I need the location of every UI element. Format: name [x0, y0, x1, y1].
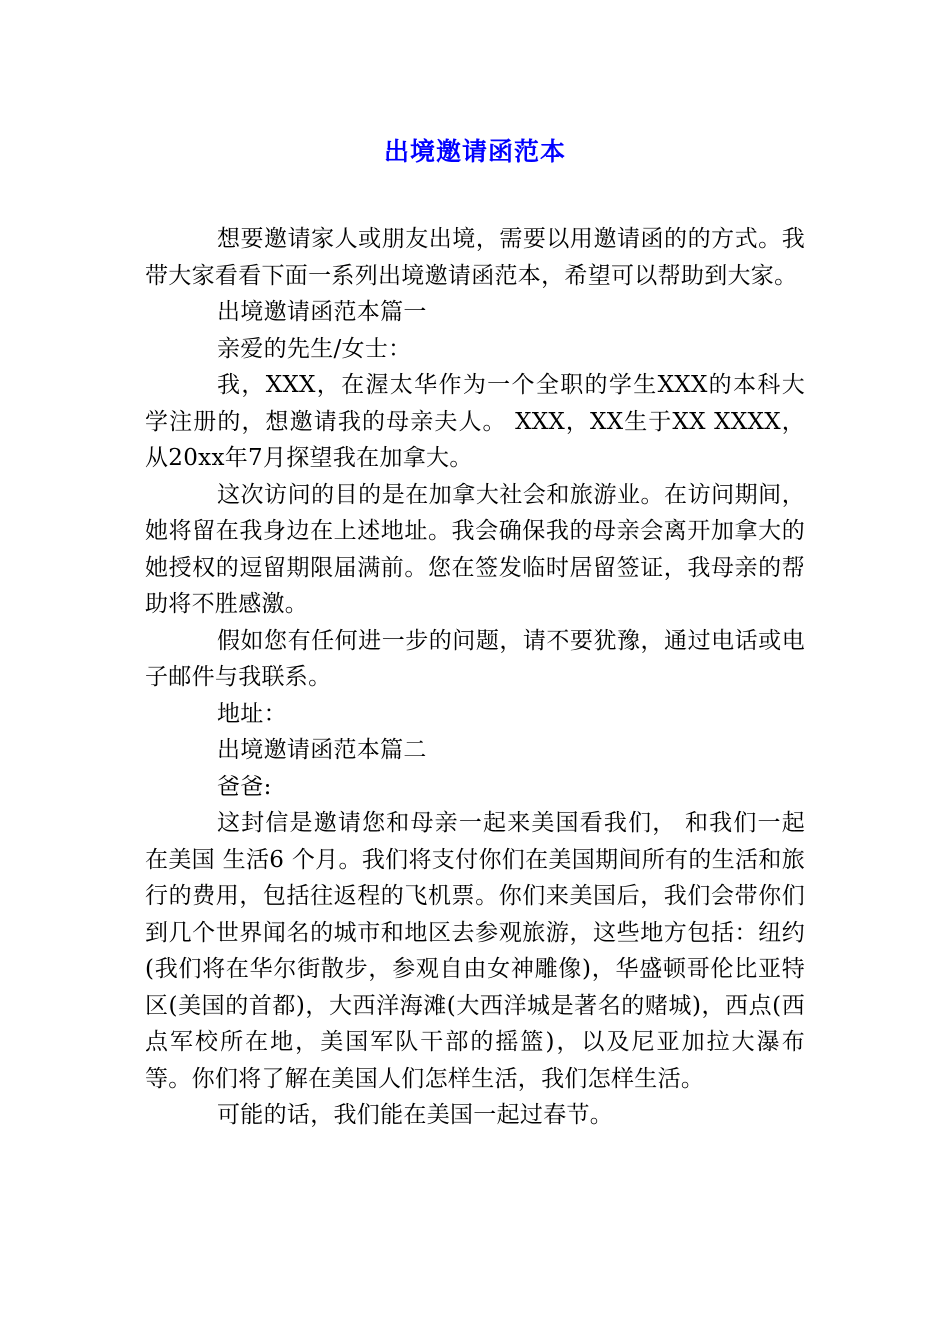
- section-heading-2: 出境邀请函范本篇二: [217, 737, 427, 763]
- address-label: 地址：: [217, 700, 287, 727]
- intro-paragraph: 想要邀请家人或朋友出境，需要以用邀请函的的方式。我带大家看看下面一系列出境邀请函范本，希望可以帮助到大家。: [145, 226, 805, 289]
- salutation-2: 爸爸:: [217, 773, 272, 800]
- body-paragraph: 假如您有任何进一步的问题，请不要犹豫，通过电话或电子邮件与我联系。: [145, 627, 805, 690]
- body-paragraph: 可能的话，我们能在美国一起过春节。: [217, 1102, 614, 1128]
- body-paragraph: 这次访问的目的是在加拿大社会和旅游业。在访问期间，她将留在我身边在上述地址。我会确保我的母亲会离开加拿大的她授权的逗留期限届满前。您在签发临时居留签证，我母亲的帮助将不胜感激。: [145, 481, 805, 617]
- section-heading-1: 出境邀请函范本篇一: [217, 299, 427, 325]
- document-title: 出境邀请函范本: [383, 137, 566, 166]
- body-paragraph: 我，XXX，在渥太华作为一个全职的学生XXX的本科大学注册的，想邀请我的母亲夫人。 XXX，XX生于XX XXXX，从20xx年7月探望我在加拿大。: [145, 372, 805, 471]
- body-paragraph: 这封信是邀请您和母亲一起来美国看我们， 和我们一起在美国 生活6 个月。我们将支付你们在美国期间所有的生活和旅行的费用，包括往返程的飞机票。你们来美国后，我们会带你们到几个世界闻名的城市和地区去参观旅游，这些地方包括：纽约(我们将在华尔街散步，参观自由女神雕像)，华盛顿哥伦比亚特区(美国的首都)，大西洋海滩(大西洋城是著名的赌城)，西点(西点军校所在地，美国军队干部的摇篮)，以及尼亚加拉大瀑布等。你们将了解在美国人们怎样生活，我们怎样生活。: [145, 810, 805, 1092]
- document-body: [145, 221, 805, 1134]
- salutation-1: 亲爱的先生/女士：: [217, 335, 412, 362]
